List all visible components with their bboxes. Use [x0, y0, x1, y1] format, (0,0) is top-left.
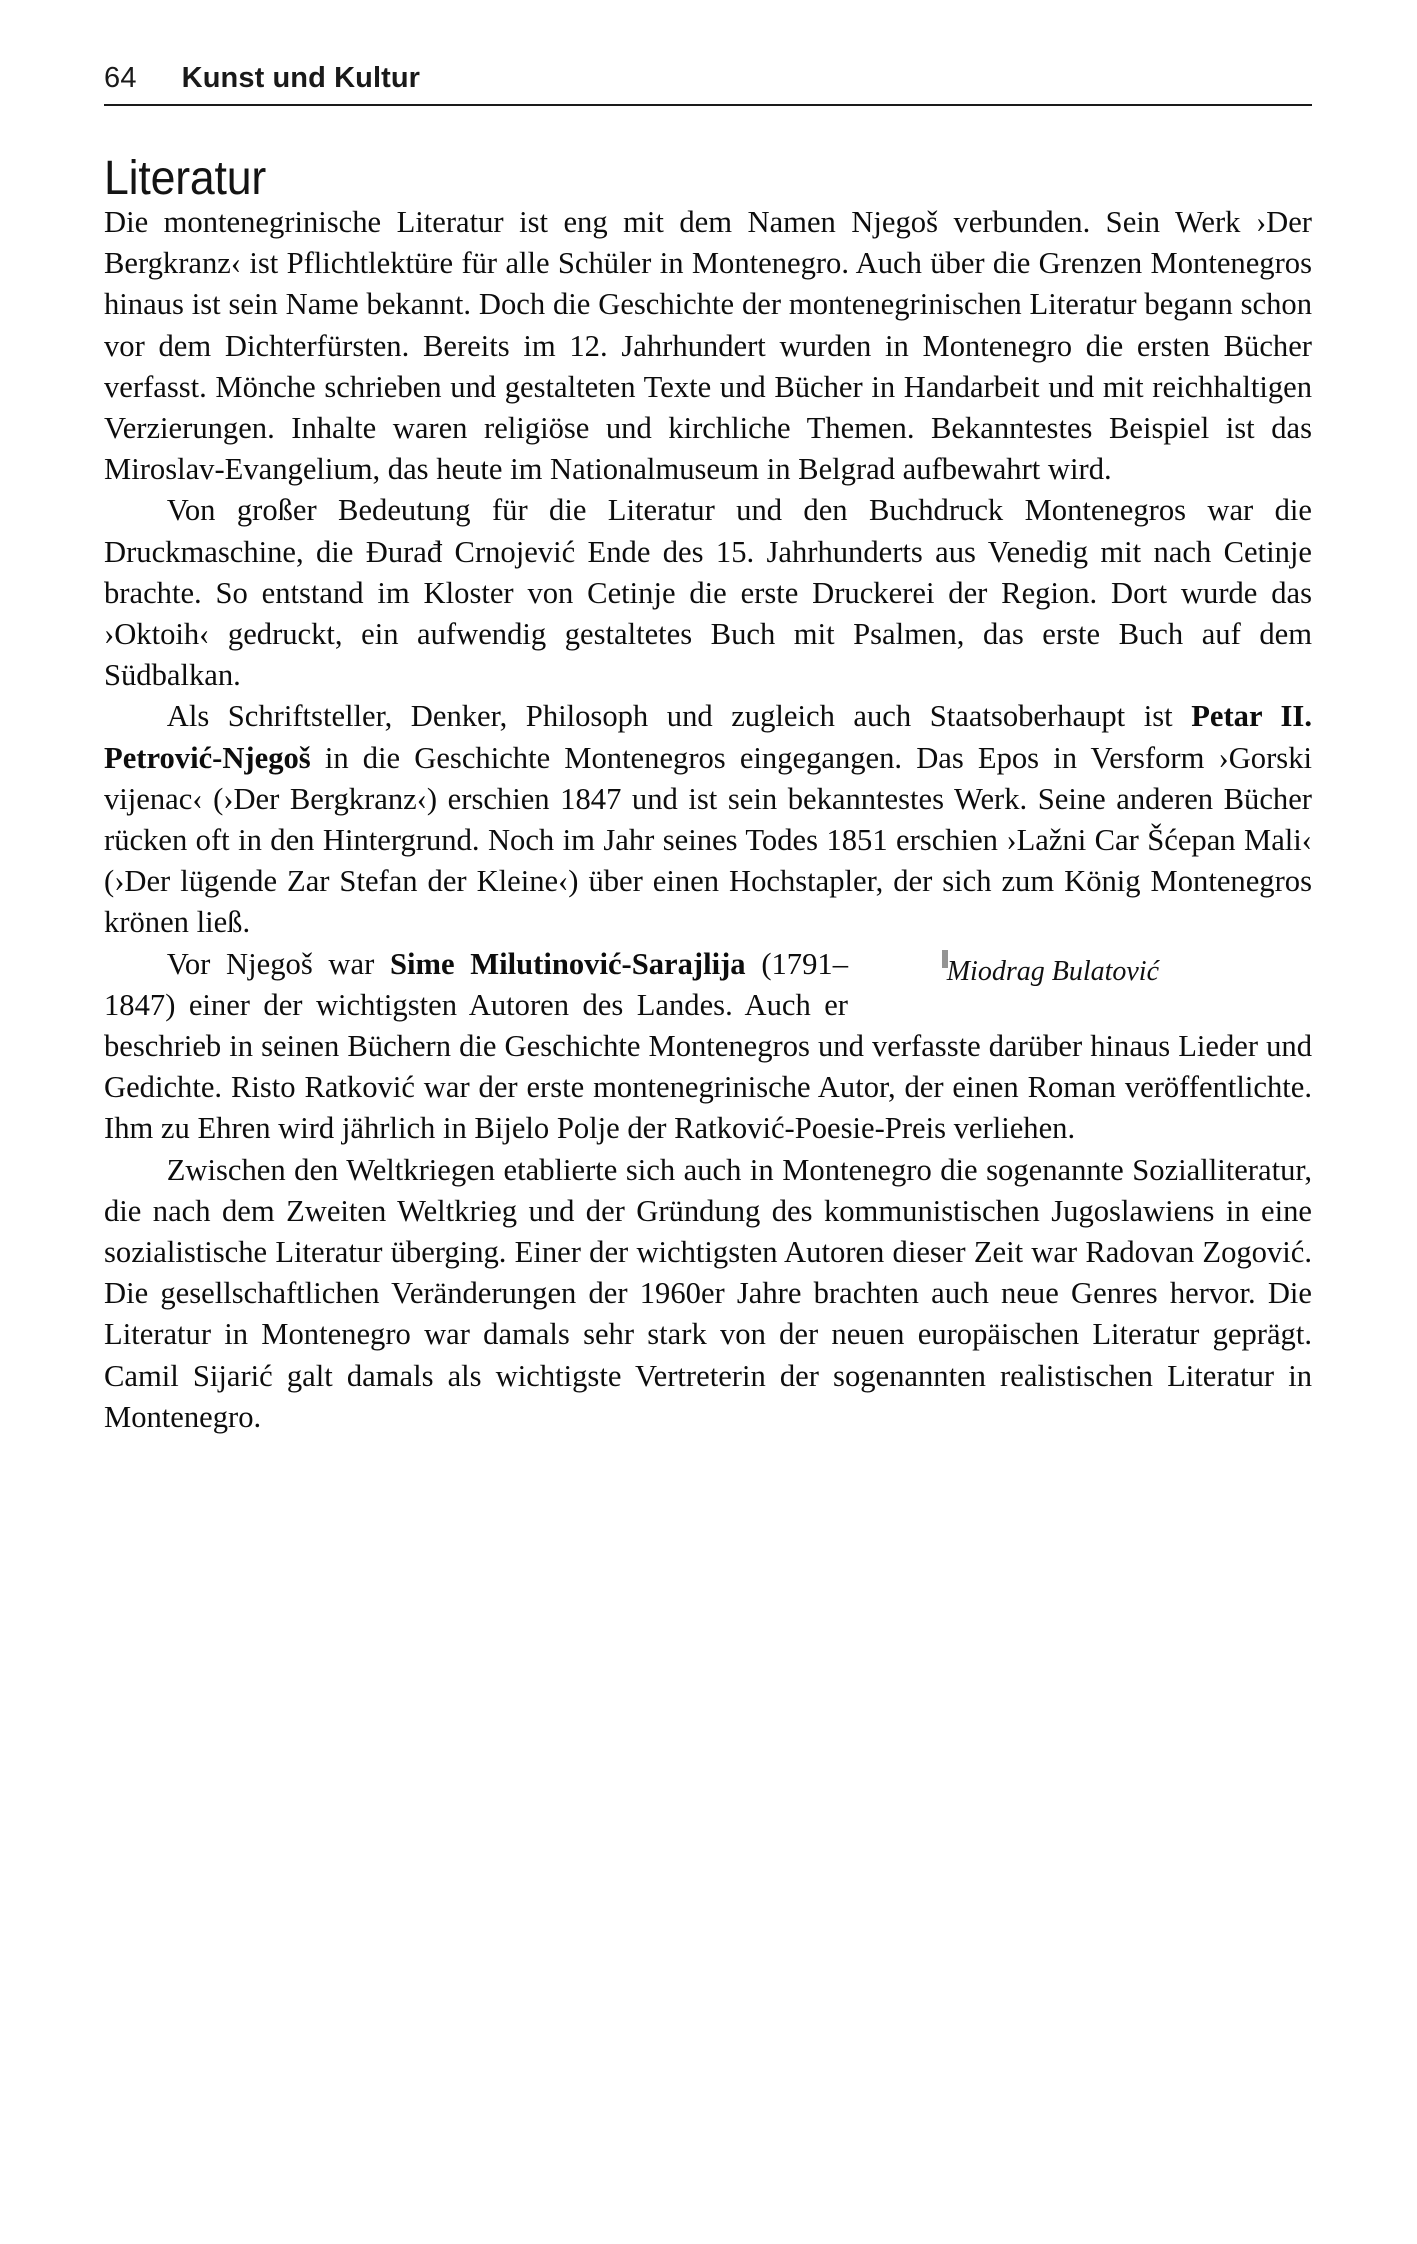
figure-caption: Miodrag Bulatović: [946, 955, 1160, 987]
header-divider: [104, 104, 1312, 106]
paragraph-1: [104, 202, 1312, 490]
paragraph-3: [104, 696, 1312, 943]
figure-portrait: [882, 950, 1312, 991]
paragraph-3-lead: Als Schriftsteller, Denker, Philosoph und zugleich auch Staatsoberhaupt ist: [166, 699, 1192, 734]
paragraph-2-text: Von großer Bedeutung für die Literatur und den Buchdruck Montenegros war die Druckmaschine, die Đurađ Crnojević Ende des 15. Jahrhunderts aus Venedig mit nach Cetinje brachte. So entstand im Kloster von Cetinje die erste Druckerei der Region. Dort wurde das ›Oktoih‹ gedruckt, ein aufwendig gestaltetes Buch mit Psalmen, das erste Buch auf dem Südbalkan.: [104, 493, 1312, 693]
paragraph-3-tail: in die Geschichte Montenegros eingegangen. Das Epos in Versform ›Gorski vijenac‹ (›Der Bergkranz‹) erschien 1847 und ist sein bekanntestes Werk. Seine anderen Bücher rücken oft in den Hintergrund. Noch im Jahr seines Todes 1851 erschien ›Lažni Car Šćepan Mali‹ (›Der lügende Zar Stefan der Kleine‹) über einen Hochstapler, der sich zum König Montenegros krönen ließ.: [104, 740, 1312, 940]
paragraph-4-tail: (1791–1847) einer der wichtigsten Autoren des Landes. Auch er beschrieb in seinen Büchern die Geschichte Montenegros und verfasste darüber hinaus Lieder und Gedichte. Risto Ratković war der erste montenegrinische Autor, der einen Roman veröffentlichte. Ihm zu Ehren wird jährlich in Bijelo Polje der Ratković-Poesie-Preis verliehen.: [104, 946, 1312, 1146]
paragraph-4-lead: Vor Njegoš war: [166, 946, 390, 981]
paragraph-5: [104, 1150, 1312, 1438]
page-number: 64: [104, 62, 137, 94]
paragraph-1-text: Die montenegrinische Literatur ist eng mit dem Namen Njegoš verbunden. Sein Werk ›Der Bergkranz‹ ist Pflichtlektüre für alle Schüler in Montenegro. Auch über die Grenzen Montenegros hinaus ist sein Name bekannt. Doch die Geschichte der montenegrinischen Literatur begann schon vor dem Dichterfürsten. Bereits im 12. Jahrhundert wurden in Montenegro die ersten Bücher verfasst. Mönche schrieben und gestalteten Texte und Bücher in Handarbeit und mit reichhaltigen Verzierungen. Inhalte waren religiöse und kirchliche Themen. Bekanntestes Beispiel ist das Miroslav-Evangelium, das heute im Nationalmuseum in Belgrad aufbewahrt wird.: [104, 205, 1312, 487]
body-text-column: [104, 202, 1312, 1438]
paragraph-5-text: Zwischen den Weltkriegen etablierte sich auch in Montenegro die sogenannte Sozialliteratur, die nach dem Zweiten Weltkrieg und der Gründung des kommunistischen Jugoslawiens in eine sozialistische Literatur überging. Einer der wichtigsten Autoren dieser Zeit war Radovan Zogović. Die gesellschaftlichen Veränderungen der 1960er Jahre brachten auch neue Genres hervor. Die Literatur in Montenegro war damals sehr stark von der neuen europäischen Literatur geprägt. Camil Sijarić galt damals als wichtigste Vertreterin der sogenannten realistischen Literatur in Montenegro.: [104, 1152, 1312, 1434]
paragraph-2: [104, 490, 1312, 696]
author-name-sarajlija: Sime Milutinović-Sarajlija: [390, 946, 746, 981]
section-heading: Literatur: [104, 152, 267, 206]
author-name-njegos: Petar II. Petrović-Njegoš: [104, 699, 1312, 775]
paragraph-4: [104, 944, 1312, 1150]
chapter-title: Kunst und Kultur: [181, 62, 421, 94]
running-head: [104, 62, 1312, 95]
